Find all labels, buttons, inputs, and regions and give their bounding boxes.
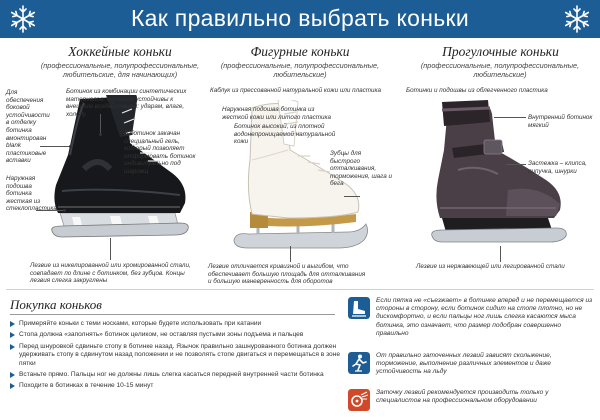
leader-line [500,246,501,262]
snowflake-icon [562,4,592,34]
figure-title: Фигурные коньки [250,44,350,59]
list-item: Примеряйте коньки с теми носками, которые будете использовать при катании [10,320,340,328]
figure-annotation-teeth: Зубцы для быстрого отталкивания, торможения, шага и бега [330,150,392,188]
walk-annotation-inner: Внутренний ботинок мягкий [528,114,593,129]
note-sharp-blades [348,352,593,382]
list-item: Перед шнуровкой сдвиньте стопу в ботинке назад. Язычок правильно зашнурованного ботинка должен удерживать стопу в сдвинутом назад положении и не позволять стопе двигаться и перемещаться в зоне пятки [10,343,340,368]
header-bar [0,0,600,38]
purchase-rule [10,314,335,315]
note-fit [348,297,593,337]
note-fit-text: Если пятка не «съезжает» в ботинке вперед и не перемещается из стороны в сторону, если ботинок сидит на стопе плотно, но не дискомфортно, и если пальцы ног лишь слегка касаются мыса ботинка, это означает, что размер подобран совершенно правильно [376,297,593,337]
note-sharpening [348,389,593,415]
bullet-arrow-icon [10,344,15,350]
hockey-title: Хоккейные коньки [68,44,172,59]
boot-fit-icon [348,297,370,319]
page-title: Как правильно выбрать коньки [130,5,470,31]
leader-dot [63,209,66,212]
walk-title: Прогулочные коньки [442,44,559,59]
bullet-arrow-icon [10,321,15,327]
purchase-tips-list [10,320,340,394]
hockey-annotation-sole: Наружная подошва ботинка жесткая из стеклопластика [6,175,57,213]
leader-line [290,246,291,262]
leader-line [494,117,526,118]
sharpening-icon [348,389,370,411]
walk-annotation-blade: Лезвие из нержавеющей или легированной стали [416,263,565,270]
hockey-annotation-blade: Лезвие из никелированной или хромированной стали, совпадает по длине с ботинком, без зубцов. Концы лезвия слегка закруглены [30,262,191,285]
leader-dot [99,133,102,136]
bullet-arrow-icon [10,372,15,378]
hockey-annotation-side: Для обеспечения боковой устойчивости в отделку ботинка вмонтирован blank пластиковые вставки [6,89,50,165]
leader-line [100,114,101,134]
figure-annotation-heel: Каблук из прессованной натуральной кожи или пластика [210,87,382,94]
hockey-subtitle: (профессиональные, полупрофессиональные, любительские, для начинающих) [40,61,200,79]
figure-annotation-sole: Наружная подошва ботинка из жесткой кожи или литого пластика [222,106,332,121]
walk-annotation-shell: Ботинки и подошвы из облегченного пластика [406,87,548,94]
walk-subtitle: (профессиональные, полупрофессиональные, любительские) [420,61,580,79]
leader-line [506,164,526,165]
leader-line [110,238,111,260]
walk-annotation-fastener: Застежка – клипса, липучка, шнурки [528,160,587,175]
note-sharp-blades-text: От правильно заточенных лезвий зависят скольжение, торможение, выполнение различных элементов и даже устойчивость на льду [376,352,552,376]
list-item: Встаньте прямо. Пальцы ног не должны лишь слегка касаться передней внутренней части ботинка [10,371,340,379]
purchase-title: Покупка коньков [10,297,102,312]
figure-annotation-blade: Лезвие отличается кривизной и выгибом, что обеспечивает большую площадь для отталкивания и большую маневренность для оборотов [208,263,366,286]
section-divider [6,289,594,290]
bullet-arrow-icon [10,383,15,389]
leader-line [344,196,360,197]
hockey-annotation-gel: В ботинок закачан специальный гель, который позволяет отформовать ботинок индивидуально под шаровщ [124,130,196,175]
note-sharpening-text: Заточку лезвий рекомендуется производить только у специалистов на профессиональном оборудовании [376,389,549,405]
leader-line [36,210,64,211]
list-item: Походите в ботинках в течение 10-15 минут [10,382,340,390]
hockey-annotation-material: Ботинок из комбинации синтетических материалов, которые устойчивы к внешним воздействиям: ударам, влаге, холоду [66,88,187,118]
figure-subtitle: (профессиональные, полупрофессиональные, любительские) [220,61,380,79]
skater-icon [348,352,370,374]
leader-line [40,146,70,147]
bullet-arrow-icon [10,332,15,338]
leader-dot [69,145,72,148]
figure-annotation-leather: Ботинок высокий, из плотной водонепроницаемой натуральной кожи [234,123,336,146]
list-item: Стопа должна «заполнять» ботинок целиком, не оставляя пустыми зоны подъема и пальцев [10,331,340,339]
